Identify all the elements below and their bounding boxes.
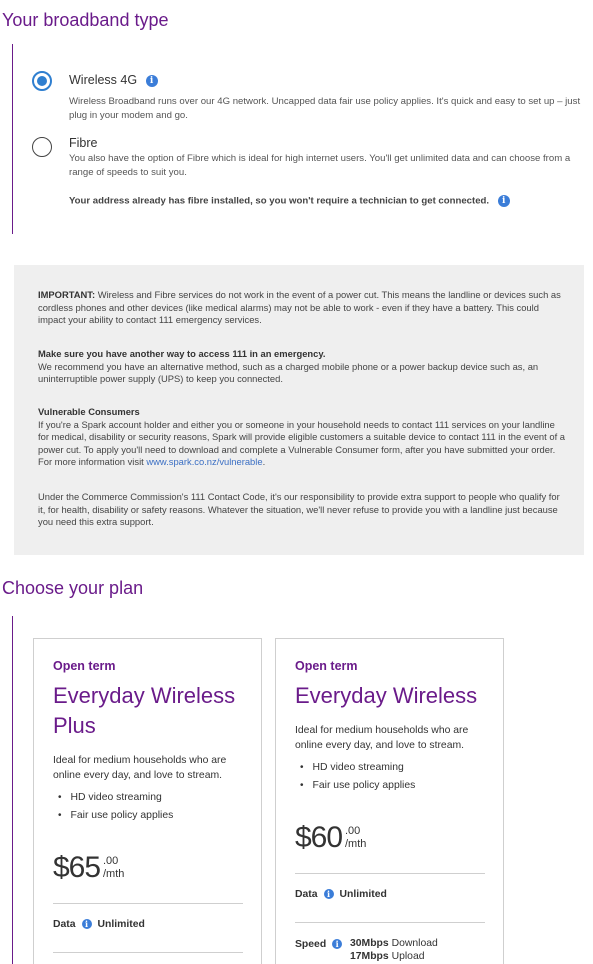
divider <box>53 903 243 904</box>
vulnerable-consumers-text: If you're a Spark account holder and either you or someone in your household needs to contact 111 services on your landline for medical, disability or security reasons, Spark will provide eligible customers a suitable device to contact 111 in the event of a power cut. To apply you'll need to download and complete a Vulnerable Consumer form, after you have submitted your order. For more information visit <box>38 418 565 467</box>
emergency-access-notice <box>38 348 568 386</box>
plan-features-list <box>58 789 173 825</box>
plan-section-title: Choose your plan <box>2 578 144 598</box>
download-label: Download <box>388 938 438 949</box>
fibre-description: You also have the option of Fibre which is ideal for high internet users. You'll get unlimited data and can choose from a range of speeds to suit you. <box>69 153 571 178</box>
vulnerable-consumers-heading: Vulnerable Consumers <box>38 406 140 417</box>
info-icon[interactable]: i <box>146 75 158 87</box>
contact-code-notice: Under the Commerce Commission's 111 Contact Code, it's our responsibility to provide extra support to people who qualify for it, for health, disability or safety reasons. Whatever the situation, we'll never refuse to provide you with a landline just because you need this extra support. <box>38 491 560 527</box>
plan-feature: • Fair use policy applies <box>300 777 415 795</box>
plan-name: Everyday Wireless Plus <box>53 683 236 738</box>
price-dollars: $65 <box>53 851 101 884</box>
plan-description: Ideal for medium households who are online every day, and love to stream. <box>295 725 469 751</box>
vulnerable-end: . <box>262 456 266 467</box>
section-divider-line <box>12 616 13 964</box>
section-divider-line <box>12 44 13 234</box>
info-icon[interactable]: i <box>82 919 92 929</box>
price-dollars: $60 <box>295 821 343 854</box>
data-value: Unlimited <box>339 889 387 900</box>
speed-label: Speed <box>295 939 327 950</box>
wireless-4g-description: Wireless Broadband runs over our 4G network. Uncapped data fair use policy applies. It's quick and easy to set up – just plug in your modem and go. <box>69 96 581 121</box>
wireless-4g-radio[interactable] <box>32 71 52 91</box>
fibre-note-text: Your address already has fibre installed, so you won't require a technician to get connected. <box>69 195 490 207</box>
fibre-option[interactable] <box>69 136 97 150</box>
upload-speed: 17Mbps <box>350 951 389 962</box>
price-cents: .00 <box>103 855 119 867</box>
power-cut-warning <box>38 289 568 327</box>
plan-term: Open term <box>295 659 358 673</box>
divider <box>53 952 243 953</box>
upload-label: Upload <box>388 951 425 962</box>
broadband-section-title: Your broadband type <box>2 10 169 30</box>
important-notice-box <box>14 265 584 555</box>
wireless-4g-option[interactable] <box>69 73 158 87</box>
vulnerable-link[interactable]: www.spark.co.nz/vulnerable <box>146 456 263 467</box>
vulnerable-consumers-notice <box>38 406 568 469</box>
plan-feature: • HD video streaming <box>58 789 173 807</box>
fibre-installed-note <box>69 195 510 207</box>
data-label: Data <box>53 919 76 930</box>
fibre-radio[interactable] <box>32 137 52 157</box>
emergency-access-heading: Make sure you have another way to access 111 in an emergency. <box>38 348 326 359</box>
price-period: /mth <box>103 868 125 880</box>
info-icon[interactable]: i <box>332 939 342 949</box>
fibre-label: Fibre <box>69 136 98 150</box>
emergency-access-text: We recommend you have an alternative method, such as a charged mobile phone or a power backup device such as, an uninterruptible power supply (UPS) to keep you connected. <box>38 360 539 384</box>
plan-name: Everyday Wireless <box>295 683 478 708</box>
price-period: /mth <box>345 838 367 850</box>
wireless-4g-label: Wireless 4G <box>69 73 138 87</box>
plan-description: Ideal for medium households who are online every day, and love to stream. <box>53 755 227 781</box>
plan-price <box>53 851 125 885</box>
important-heading: IMPORTANT: <box>38 289 96 300</box>
plan-price <box>295 821 367 855</box>
plan-card-everyday-wireless-plus[interactable] <box>33 638 262 964</box>
power-cut-text: Wireless and Fibre services do not work in the event of a power cut. This means the landline or devices such as cordless phones and other devices (like medical alarms) may not be able to work - even if they have a battery. This could impact your ability to contact 111 emergency services. <box>38 289 561 325</box>
data-row <box>53 919 145 930</box>
plan-features-list <box>300 759 415 795</box>
download-speed: 30Mbps <box>350 938 389 949</box>
divider <box>295 922 485 923</box>
speed-row <box>295 939 348 950</box>
data-label: Data <box>295 889 318 900</box>
price-cents: .00 <box>345 825 361 837</box>
plan-term: Open term <box>53 659 116 673</box>
plan-feature: • HD video streaming <box>300 759 415 777</box>
info-icon[interactable]: i <box>498 195 510 207</box>
plan-card-everyday-wireless[interactable] <box>275 638 504 964</box>
divider <box>295 873 485 874</box>
info-icon[interactable]: i <box>324 889 334 899</box>
plan-feature: • Fair use policy applies <box>58 807 173 825</box>
data-row <box>295 889 387 900</box>
data-value: Unlimited <box>97 919 145 930</box>
speed-values <box>350 937 438 963</box>
